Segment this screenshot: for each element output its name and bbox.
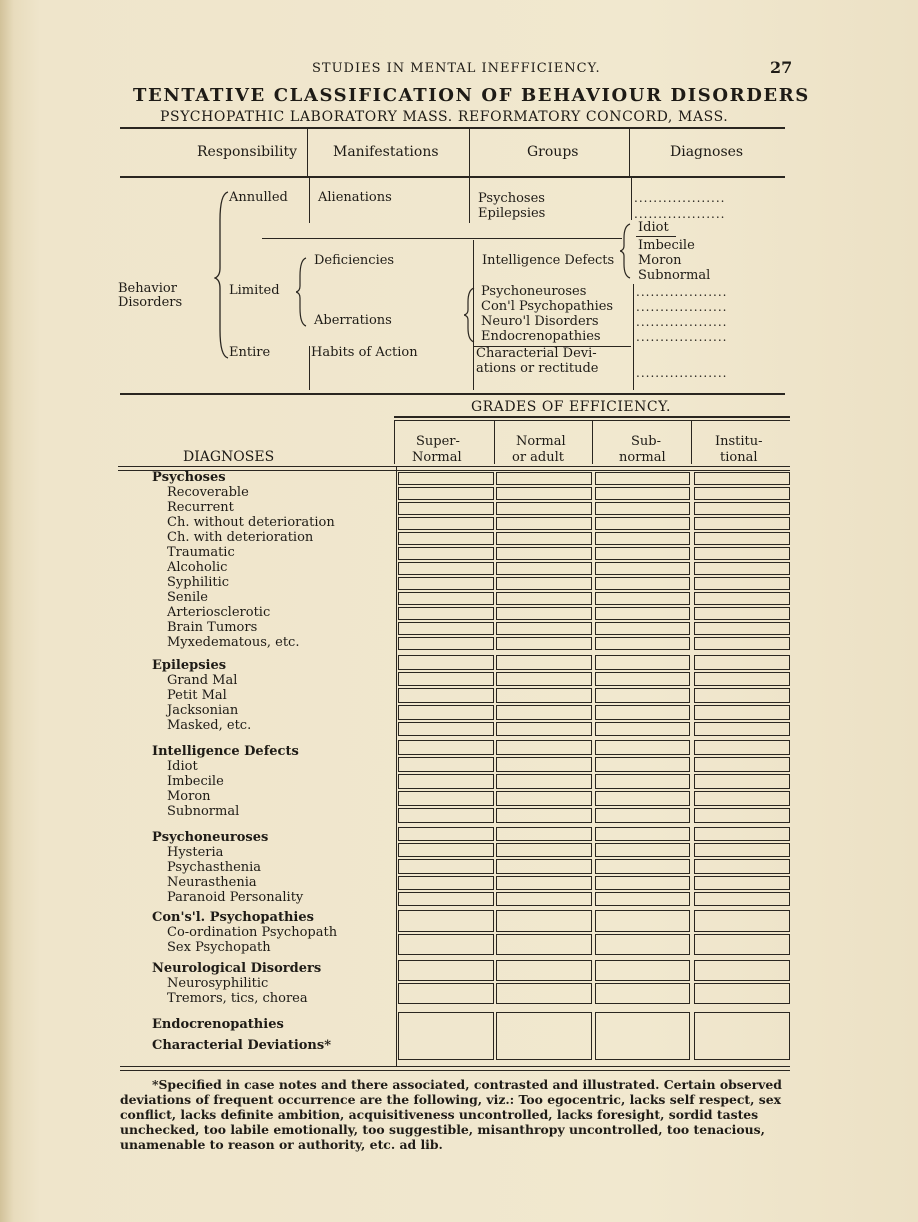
leader-dots: ...................: [634, 191, 726, 205]
grade-cell: [694, 859, 790, 873]
grade-cell: [694, 622, 790, 635]
group-characterial-deviations: Characterial Devi-: [476, 346, 597, 361]
grade-cell: [496, 607, 592, 620]
grade-cell: [694, 843, 790, 857]
diagnosis-imbecile: Imbecile: [638, 238, 695, 253]
list-item: Grand Mal: [167, 673, 238, 688]
grade-cell: [694, 637, 790, 650]
manifestation-deficiencies: Deficiencies: [314, 253, 395, 268]
grade-cell: [595, 722, 690, 737]
group-neurological-disorders: Neuro'l Disorders: [481, 314, 599, 329]
grade-cell: [694, 517, 790, 530]
grade-cell: [496, 487, 592, 500]
grade-header-subnormal: normal: [619, 450, 666, 465]
grade-cell: [398, 859, 494, 873]
diagnosis-moron: Moron: [638, 253, 682, 268]
leader-dots: ...................: [636, 300, 728, 314]
grade-cell: [496, 740, 592, 755]
grade-cell: [398, 892, 494, 906]
grade-cell: [398, 547, 494, 560]
grade-cell: [694, 791, 790, 806]
grade-cell: [595, 637, 690, 650]
grade-cell: [595, 1012, 690, 1060]
column-divider: [469, 128, 470, 176]
rule: [120, 1070, 790, 1071]
grade-cell: [398, 722, 494, 737]
grade-cell: [398, 622, 494, 635]
column-divider: [592, 420, 593, 464]
group-endocrenopathies: Endocrenopathies: [481, 329, 601, 344]
grade-cell: [398, 843, 494, 857]
grade-cell: [595, 827, 690, 841]
grade-cell: [595, 934, 690, 956]
grade-cell: [595, 562, 690, 575]
group-psychoses: Psychoses: [478, 191, 545, 206]
manifestation-alienations: Alienations: [318, 190, 392, 205]
grade-cell: [398, 774, 494, 789]
grade-cell: [496, 592, 592, 605]
grade-cell: [694, 876, 790, 890]
col-header-diagnoses: Diagnoses: [670, 144, 744, 160]
footnote-line: unamenable to reason or authority, etc. ad lib.: [120, 1137, 443, 1152]
grade-header-institutional: tional: [720, 450, 758, 465]
grade-cell: [496, 808, 592, 823]
grade-cell: [595, 774, 690, 789]
grade-cell: [694, 983, 790, 1004]
grade-cell: [694, 672, 790, 687]
col-header-manifestations: Manifestations: [333, 144, 439, 160]
grade-cell: [398, 876, 494, 890]
group-characterial-deviations: ations or rectitude: [476, 361, 599, 376]
grade-cell: [398, 577, 494, 590]
grade-cell: [398, 502, 494, 515]
list-item: Senile: [167, 590, 208, 605]
grade-cell: [496, 722, 592, 737]
grade-cell: [496, 910, 592, 932]
list-item: Neurasthenia: [167, 875, 257, 890]
column-divider: [633, 284, 634, 390]
list-item: Alcoholic: [167, 560, 228, 575]
list-item: Masked, etc.: [167, 718, 252, 733]
rule: [120, 393, 785, 395]
footnote-line: unchecked, too labile emotionally, too suggestible, misanthropy uncontrolled, too tenacious,: [120, 1122, 765, 1137]
list-item: Brain Tumors: [167, 620, 258, 635]
grade-cell: [398, 472, 494, 485]
grade-cell: [496, 577, 592, 590]
diagnosis-idiot: Idiot: [638, 220, 669, 235]
responsibility-brace: [214, 190, 232, 360]
list-item: Moron: [167, 789, 211, 804]
grade-cell: [496, 934, 592, 956]
grade-header-subnormal: Sub-: [631, 434, 661, 449]
list-item: Hysteria: [167, 845, 224, 860]
grade-cell: [595, 547, 690, 560]
rule: [118, 466, 790, 467]
responsibility-entire: Entire: [229, 345, 271, 360]
grade-cell: [496, 472, 592, 485]
grade-cell: [496, 705, 592, 720]
grade-cell: [694, 607, 790, 620]
grade-cell: [694, 487, 790, 500]
grade-cell: [496, 672, 592, 687]
grade-cell: [398, 517, 494, 530]
grade-header-super-normal: Super-: [416, 434, 460, 449]
grade-cell: [694, 1012, 790, 1060]
grade-cell: [496, 983, 592, 1004]
rule: [120, 176, 785, 178]
grade-cell: [595, 688, 690, 703]
grade-cell: [595, 983, 690, 1004]
section-heading: Intelligence Defects: [152, 744, 299, 759]
page-subtitle: PSYCHOPATHIC LABORATORY MASS. REFORMATORY CONCORD, MASS.: [160, 109, 729, 125]
grade-cell: [694, 577, 790, 590]
grade-cell: [398, 637, 494, 650]
section-heading: Psychoneuroses: [152, 830, 269, 845]
grade-cell: [595, 808, 690, 823]
grade-cell: [496, 791, 592, 806]
grade-cell: [595, 960, 690, 981]
grade-cell: [496, 688, 592, 703]
grade-cell: [398, 655, 494, 670]
grade-cell: [398, 757, 494, 772]
grade-cell: [694, 808, 790, 823]
leader-dots: ...................: [636, 366, 728, 380]
footnote-line: deviations of frequent occurrence are the following, viz.: Too egocentric, lacks self respect, sex: [120, 1092, 782, 1107]
leader-dots: ...................: [636, 330, 728, 344]
grade-cell: [694, 934, 790, 956]
grade-cell: [595, 791, 690, 806]
group-epilepsies: Epilepsies: [478, 206, 546, 221]
grade-cell: [694, 592, 790, 605]
aberrations-brace: [464, 286, 478, 344]
grade-cell: [595, 705, 690, 720]
list-item: Ch. without deterioration: [167, 515, 335, 530]
grade-cell: [595, 592, 690, 605]
grade-cell: [694, 892, 790, 906]
column-divider: [631, 178, 632, 220]
responsibility-limited: Limited: [229, 283, 280, 298]
column-divider: [309, 178, 310, 223]
grade-cell: [595, 740, 690, 755]
grade-cell: [496, 637, 592, 650]
grade-cell: [496, 843, 592, 857]
grade-cell: [595, 876, 690, 890]
list-item: Imbecile: [167, 774, 224, 789]
list-item: Psychasthenia: [167, 860, 262, 875]
diagnosis-subnormal: Subnormal: [638, 268, 711, 283]
grade-cell: [694, 688, 790, 703]
grade-cell: [398, 934, 494, 956]
grade-cell: [595, 672, 690, 687]
section-heading: Epilepsies: [152, 658, 227, 673]
footnote-line: *Specified in case notes and there associated, contrasted and illustrated. Certain observed: [152, 1077, 782, 1092]
column-divider: [691, 420, 692, 464]
grade-cell: [398, 827, 494, 841]
column-divider: [629, 128, 630, 176]
page-title: TENTATIVE CLASSIFICATION OF BEHAVIOUR DISORDERS: [133, 85, 810, 106]
grade-cell: [595, 859, 690, 873]
rule: [120, 1066, 790, 1067]
section-heading: Psychoses: [152, 470, 226, 485]
list-item: Tremors, tics, chorea: [167, 991, 308, 1006]
section-heading: Con's'l. Psychopathies: [152, 910, 314, 925]
section-heading: Endocrenopathies: [152, 1017, 284, 1032]
grade-cell: [595, 655, 690, 670]
leader-dots: ...................: [636, 315, 728, 329]
page-number: 27: [770, 58, 793, 77]
grade-cell: [398, 910, 494, 932]
grade-cell: [496, 827, 592, 841]
grade-cell: [595, 577, 690, 590]
grade-cell: [694, 502, 790, 515]
grade-cell: [398, 562, 494, 575]
rule: [394, 416, 790, 418]
col-header-responsibility: Responsibility: [197, 144, 298, 160]
grade-cell: [694, 722, 790, 737]
grade-cell: [694, 705, 790, 720]
limited-brace: [296, 256, 310, 328]
grade-cell: [496, 547, 592, 560]
responsibility-annulled: Annulled: [229, 190, 288, 205]
column-divider: [307, 128, 308, 176]
running-title: STUDIES IN MENTAL INEFFICIENCY.: [312, 61, 601, 76]
grade-cell: [496, 757, 592, 772]
grade-header-normal-adult: or adult: [512, 450, 564, 465]
footnote-line: conflict, lacks definite ambition, acquisitiveness uncontrolled, lacks foresight, sordid tastes: [120, 1107, 759, 1122]
grade-cell: [398, 592, 494, 605]
list-item: Co-ordination Psychopath: [167, 925, 338, 940]
grades-title: GRADES OF EFFICIENCY.: [471, 399, 671, 415]
grade-cell: [496, 502, 592, 515]
group-constitutional-psychopathies: Con'l Psychopathies: [481, 299, 614, 314]
manifestation-aberrations: Aberrations: [314, 313, 392, 328]
grade-cell: [595, 892, 690, 906]
grade-cell: [398, 983, 494, 1004]
behavior-disorders-label: Disorders: [118, 295, 183, 310]
list-item: Recurrent: [167, 500, 234, 515]
column-divider: [494, 420, 495, 464]
rule: [636, 236, 676, 237]
grade-cell: [398, 532, 494, 545]
grade-cell: [694, 472, 790, 485]
grade-header-super-normal: Normal: [412, 450, 462, 465]
grade-cell: [496, 562, 592, 575]
list-item: Neurosyphilitic: [167, 976, 269, 991]
grade-cell: [595, 532, 690, 545]
list-item: Myxedematous, etc.: [167, 635, 300, 650]
group-intelligence-defects: Intelligence Defects: [482, 253, 615, 268]
grade-cell: [694, 757, 790, 772]
grade-cell: [694, 547, 790, 560]
grade-cell: [398, 672, 494, 687]
rule: [262, 238, 622, 239]
grade-cell: [694, 655, 790, 670]
grade-cell: [398, 960, 494, 981]
grade-cell: [694, 740, 790, 755]
grade-header-institutional: Institu-: [715, 434, 763, 449]
column-divider: [309, 346, 310, 390]
leader-dots: ...................: [634, 207, 726, 221]
grade-cell: [398, 740, 494, 755]
list-item: Jacksonian: [167, 703, 239, 718]
column-divider: [469, 178, 470, 223]
grade-cell: [694, 774, 790, 789]
grade-cell: [595, 843, 690, 857]
list-item: Petit Mal: [167, 688, 227, 703]
section-heading: Neurological Disorders: [152, 961, 322, 976]
grade-cell: [694, 562, 790, 575]
list-item: Paranoid Personality: [167, 890, 304, 905]
grade-cell: [595, 472, 690, 485]
grade-cell: [694, 827, 790, 841]
list-item: Arteriosclerotic: [167, 605, 271, 620]
list-item: Sex Psychopath: [167, 940, 271, 955]
grade-cell: [496, 622, 592, 635]
col-header-groups: Groups: [527, 144, 579, 160]
grade-cell: [595, 502, 690, 515]
grade-cell: [694, 532, 790, 545]
leader-dots: ...................: [636, 285, 728, 299]
grade-cell: [496, 1012, 592, 1060]
intelligence-brace: [620, 222, 634, 280]
list-item: Recoverable: [167, 485, 249, 500]
grade-cell: [496, 774, 592, 789]
list-item: Idiot: [167, 759, 198, 774]
grade-cell: [398, 688, 494, 703]
grade-cell: [398, 791, 494, 806]
grade-cell: [398, 487, 494, 500]
list-item: Syphilitic: [167, 575, 230, 590]
grade-cell: [694, 960, 790, 981]
grade-cell: [398, 607, 494, 620]
grade-header-normal-adult: Normal: [516, 434, 566, 449]
grade-cell: [496, 859, 592, 873]
grade-cell: [496, 532, 592, 545]
grade-cell: [496, 655, 592, 670]
group-psychoneuroses: Psychoneuroses: [481, 284, 587, 299]
grade-cell: [595, 910, 690, 932]
grade-cell: [496, 876, 592, 890]
grade-cell: [398, 705, 494, 720]
manifestation-habits: Habits of Action: [311, 345, 418, 360]
column-divider: [394, 420, 395, 464]
grade-cell: [595, 622, 690, 635]
list-item: Traumatic: [167, 545, 235, 560]
diagnoses-header: DIAGNOSES: [183, 449, 275, 465]
grade-cell: [694, 910, 790, 932]
grade-cell: [595, 757, 690, 772]
grade-cell: [496, 517, 592, 530]
list-item: Subnormal: [167, 804, 240, 819]
grade-cell: [496, 892, 592, 906]
behavior-disorders-label: Behavior: [118, 281, 177, 296]
section-heading: Characterial Deviations*: [152, 1038, 332, 1053]
rule: [120, 127, 785, 129]
grade-cell: [398, 1012, 494, 1060]
grade-cell: [595, 517, 690, 530]
column-divider: [396, 466, 397, 1066]
grade-cell: [496, 960, 592, 981]
grade-cell: [398, 808, 494, 823]
list-item: Ch. with deterioration: [167, 530, 314, 545]
grade-cell: [595, 487, 690, 500]
grade-cell: [595, 607, 690, 620]
